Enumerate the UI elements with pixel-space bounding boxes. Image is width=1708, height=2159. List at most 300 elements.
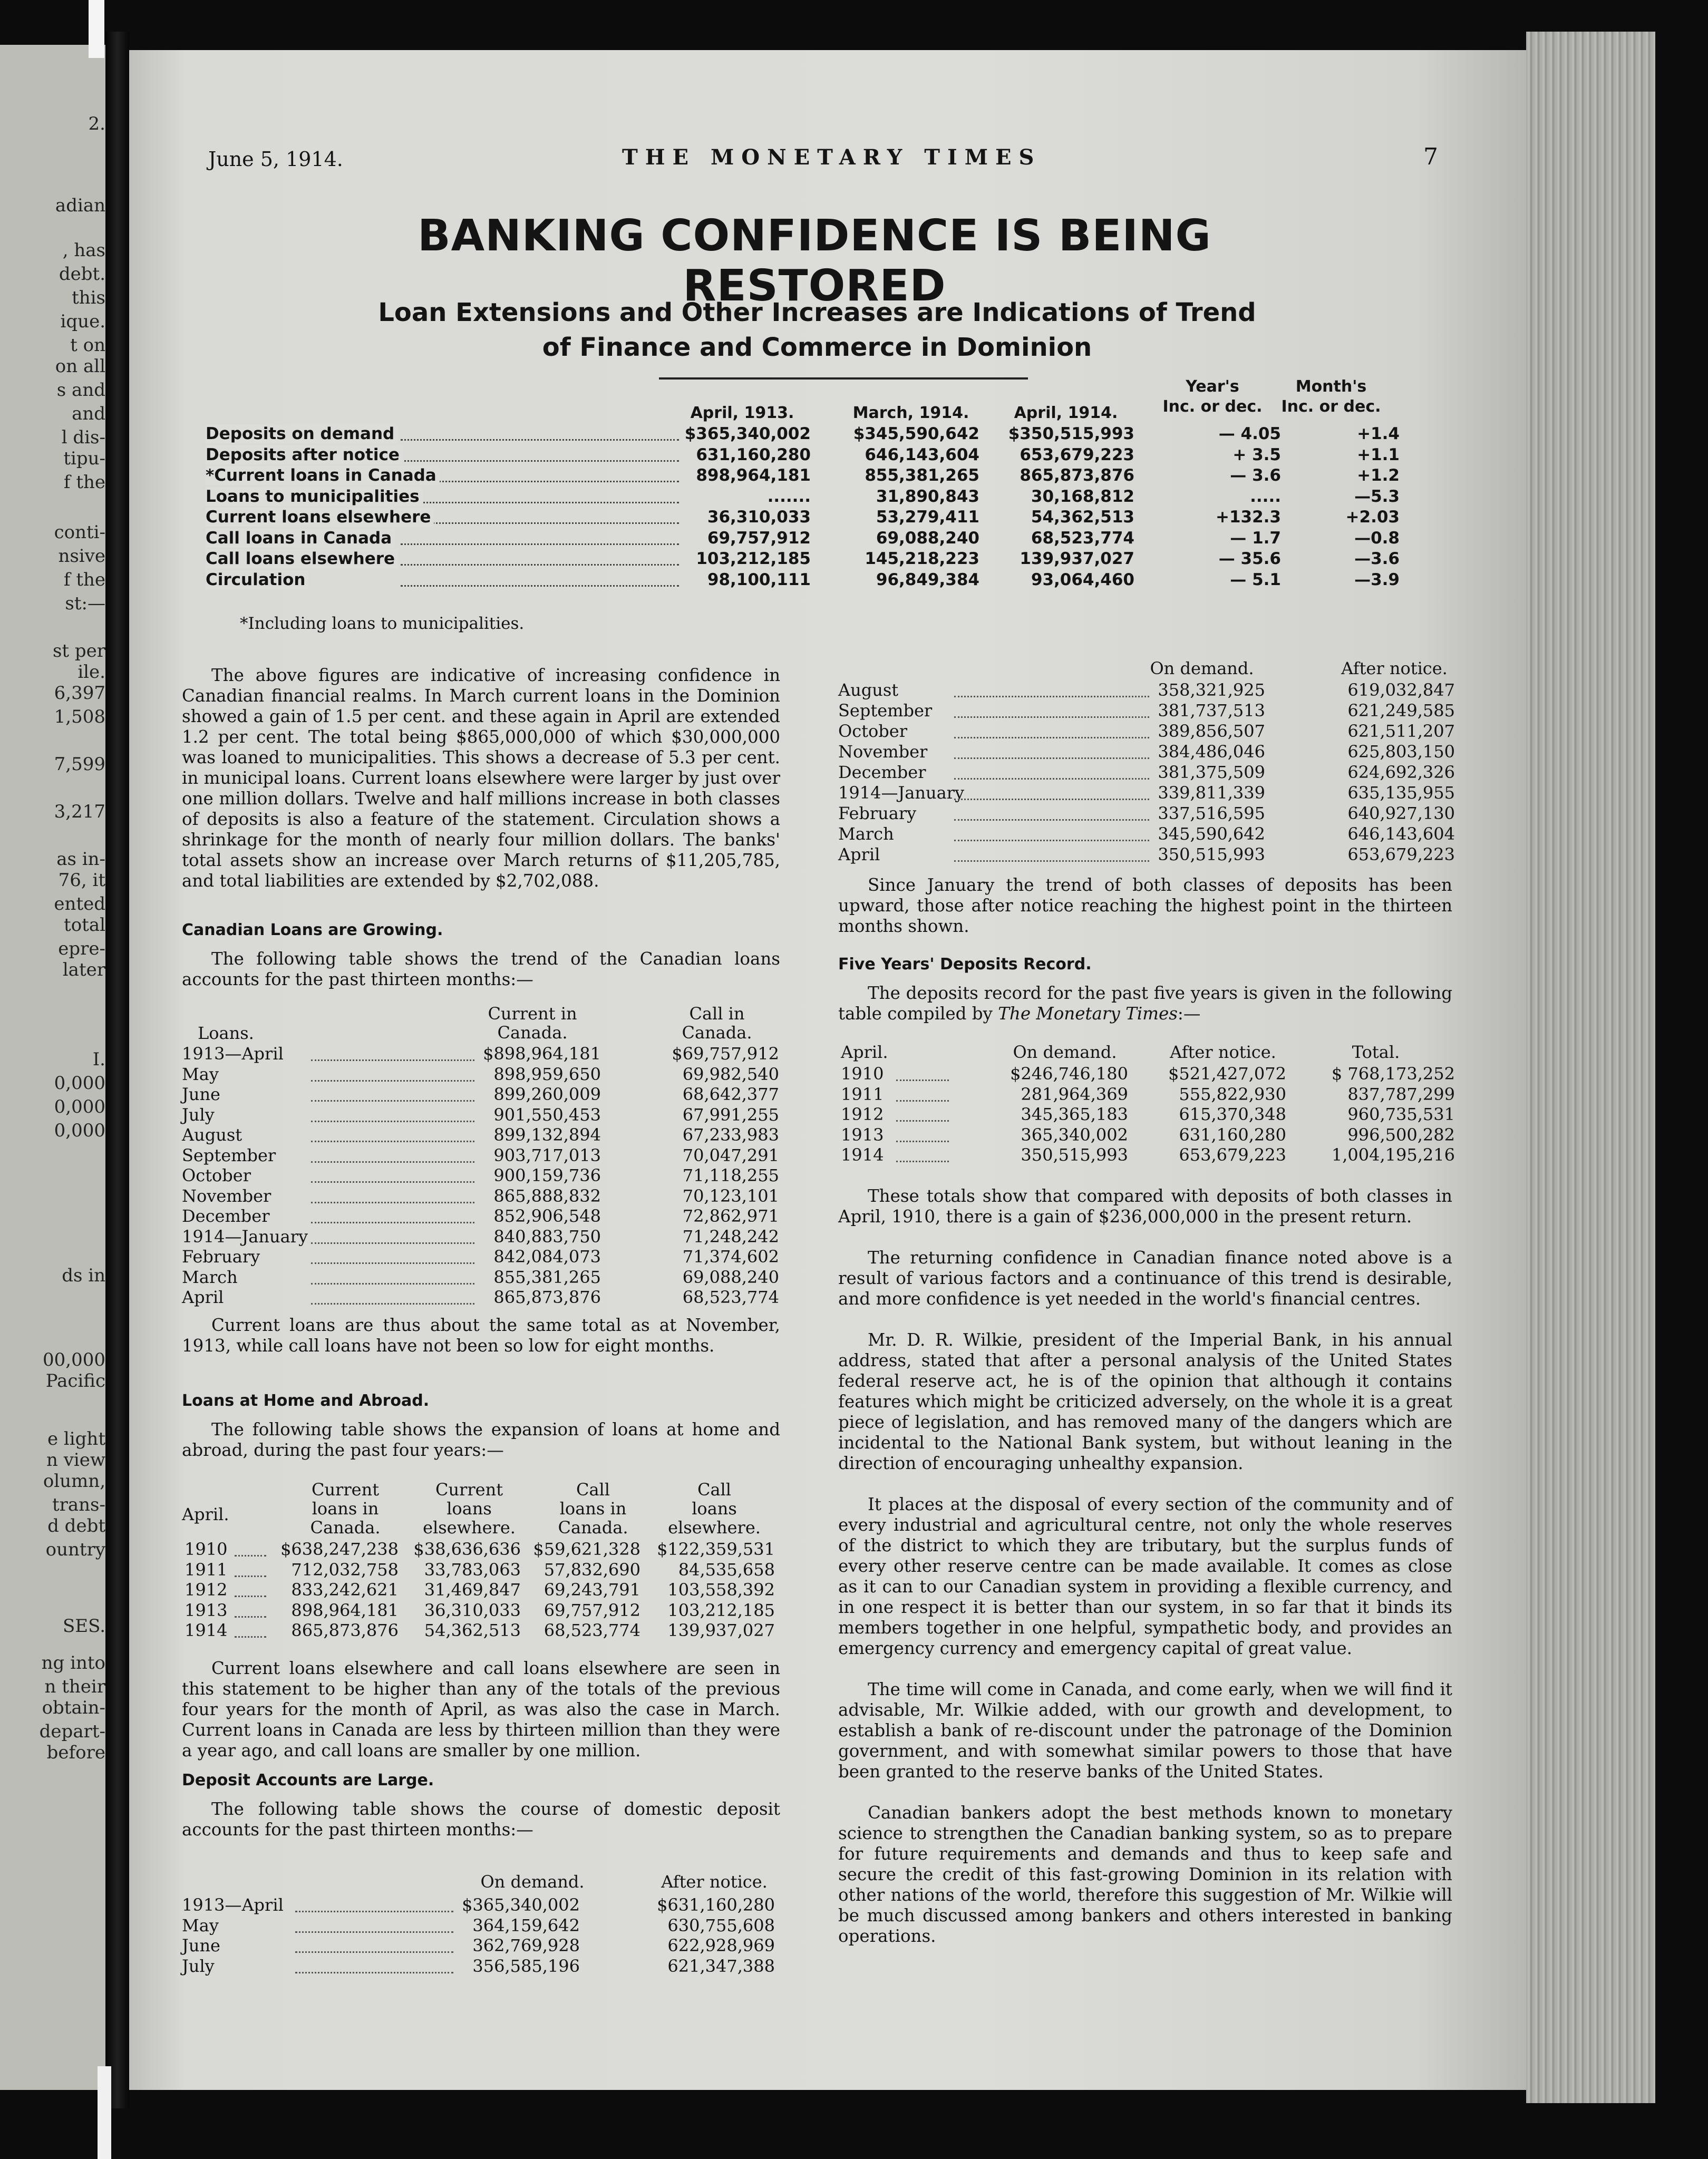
table-row-label: July [182,1104,215,1125]
table-cell: $898,964,181 [483,1044,601,1064]
table-cell: 996,500,282 [1347,1124,1455,1145]
summary-cell: 30,168,812 [1031,487,1134,506]
summary-row-label-text: Loans to municipalities [206,487,423,506]
summary-cell: 96,849,384 [876,570,979,589]
subheadline-line: Loan Extensions and Other Increases are Indications of Trend [378,298,1256,327]
paragraph-text: The following table shows the course of domestic deposit accounts for the past thirteen months:— [182,1799,780,1840]
table-cell: 350,515,993 [1021,1145,1128,1165]
table-cell: $631,160,280 [657,1895,775,1915]
table-cell: 621,347,388 [667,1956,775,1976]
table-cell: 960,735,531 [1347,1104,1455,1124]
summary-cell: — 4.05 [1218,424,1281,443]
table-row-label: February [182,1247,260,1267]
table-column-header-line: Canada. [497,1023,568,1043]
table-cell: 624,692,326 [1347,762,1455,782]
summary-cell: 54,362,513 [1031,508,1134,527]
table-cell: 646,143,604 [1347,824,1455,844]
left-page-text-fragment: adian [55,195,105,216]
left-page-text-fragment: ng into [41,1652,105,1674]
table-cell: 855,381,265 [493,1267,601,1287]
table-cell: $246,746,180 [1010,1064,1128,1084]
paragraph-text: The returning confidence in Canadian finance noted above is a result of various factors and a continuance of this trend is desirable, and more confidence is yet needed in the world's financial centres. [838,1248,1452,1309]
page-date: June 5, 1914. [208,148,343,171]
table-row-label: 1910 [841,1064,884,1084]
table-column-header [464,1004,601,1042]
summary-cell: +1.1 [1357,445,1400,464]
table-cell: 356,585,196 [472,1956,580,1976]
article-paragraph [182,1799,780,1840]
left-page-text-fragment: epre- [58,938,105,959]
table-column-header-line: Call [576,1480,610,1500]
table-row-label: June [182,1936,220,1956]
paragraph-text: It places at the disposal of every section of the community and of every industrial and agricultural centre, not only the whole reserves of the district to which they are tributary, but the surplus funds of every other reserve centre can be made available. It comes as close as it can to our Canadian system in providing a flexible currency, and in one respect it is better than our system, in so far that it binds its members together in one helpful, sympathetic body, and provides an emergency currency and emergency capital of great value. [838,1494,1452,1658]
headline-rule [659,377,1028,380]
summary-cell: 865,873,876 [1020,466,1134,485]
summary-cell: 31,890,843 [876,487,979,506]
summary-cell: —5.3 [1354,487,1400,506]
left-page-text-fragment: debt. [59,264,105,285]
journal-name: The Monetary Times [998,1004,1178,1024]
summary-cell: 53,279,411 [876,508,979,527]
paragraph-text: Since January the trend of both classes of deposits has been upward, those after notice reaching the highest point in the thirteen months shown. [838,875,1452,936]
left-page-text-fragment: nsive [58,546,105,567]
summary-column-header [992,403,1140,423]
table-cell: 625,803,150 [1347,742,1455,762]
table-row-label: March [182,1267,238,1287]
left-page-text-fragment: total [64,915,105,936]
left-page-text-fragment: n view [46,1450,105,1471]
table-cell: 67,233,983 [682,1125,779,1145]
table-cell: 103,212,185 [667,1600,775,1620]
table-cell: 899,260,009 [493,1084,601,1104]
article-paragraph [838,875,1452,937]
table-cell: 67,991,255 [682,1104,779,1125]
table-cell: $638,247,238 [280,1539,399,1559]
paragraph-text: The time will come in Canada, and come early, when we will find it advisable, Mr. Wilkie added, with our growth and development, to establish a bank of re-discount under the patronage of the Dominion government, and with somewhat similar powers to those that have been granted to the reserve banks of the United States. [838,1679,1452,1782]
section-heading: Canadian Loans are Growing. [182,921,443,939]
left-page-text-fragment: 7,599 [54,754,105,775]
table-cell: 622,928,969 [667,1936,775,1956]
table-column-header [648,1004,785,1042]
table-cell: 631,160,280 [1179,1124,1286,1145]
table-column-header-line: Current in [488,1004,577,1024]
table-column-header-line: Canada. [682,1023,752,1043]
binding-clip-top [89,0,104,58]
left-page-text-fragment: on all [55,356,105,377]
summary-column-header [668,403,816,423]
table-row-label: October [838,721,907,741]
page-number: 7 [1423,143,1438,170]
summary-row-label-text: Call loans elsewhere [206,549,398,568]
summary-row-label-text: *Current loans in Canada [206,466,440,485]
table-cell: 54,362,513 [424,1620,521,1640]
left-page-text-fragment: 1,508 [54,706,105,727]
table-column-header-line: loans in [559,1499,627,1519]
table-cell: $365,340,002 [462,1895,580,1915]
article-paragraph [182,1419,780,1461]
summary-column-header [1257,377,1405,417]
table-cell: 852,906,548 [493,1206,601,1226]
left-page-text-fragment: 0,000 [54,1096,105,1117]
book-gutter [105,32,129,2108]
table-cell: 712,032,758 [291,1559,399,1580]
left-page-text-fragment: l dis- [61,427,105,448]
left-page-text-fragment: ountry [45,1539,105,1560]
table-row-label: 1912 [185,1580,228,1600]
summary-cell: 103,212,185 [696,549,811,568]
table-cell: 1,004,195,216 [1331,1145,1455,1165]
table-column-header: Total. [1352,1042,1400,1062]
summary-cell: 898,964,181 [696,466,811,485]
table-row-label: 1910 [185,1539,228,1559]
table-cell: 69,088,240 [682,1267,779,1287]
table-row-label: March [838,824,894,844]
left-page-text-fragment: obtain- [42,1697,105,1718]
table-header-label: Loans. [198,1023,254,1043]
table-row-label: 1913—April [182,1044,284,1064]
paragraph-text: The following table shows the trend of the Canadian loans accounts for the past thirteen months:— [182,949,780,989]
table-column-header: On demand. [1150,658,1254,678]
table-column-header: On demand. [480,1872,585,1892]
summary-column-header-line: April, 1913. [690,404,794,422]
table-cell: 69,982,540 [682,1064,779,1084]
table-cell: 71,118,255 [682,1165,779,1185]
left-page-text-fragment: this [72,287,105,308]
article-paragraph [182,949,780,990]
table-column-header [532,1480,654,1537]
left-page-text-fragment: f the [63,569,105,590]
left-page-text-fragment: olumn, [43,1471,105,1492]
summary-column-header-line: March, 1914. [852,404,969,422]
paragraph-text: These totals show that compared with deposits of both classes in April, 1910, there is a gain of $236,000,000 in the present return. [838,1186,1452,1227]
summary-cell: +2.03 [1345,508,1400,527]
left-page-text-fragment: 76, it [58,870,105,891]
table-cell: 71,248,242 [682,1226,779,1247]
table-cell: 619,032,847 [1347,680,1455,700]
summary-column-header-line: Month's [1295,377,1367,396]
left-page-text-fragment: as in- [56,849,105,870]
summary-cell: ....... [767,487,811,506]
table-cell: 36,310,033 [424,1600,521,1620]
summary-cell: —3.9 [1354,570,1400,589]
table-cell: 621,511,207 [1347,721,1455,741]
section-heading: Deposit Accounts are Large. [182,1771,434,1790]
table-row-label: 1913 [185,1600,228,1620]
left-page-text-fragment: f the [63,472,105,493]
summary-cell: 139,937,027 [1020,549,1134,568]
summary-cell: —3.6 [1354,549,1400,568]
left-page-text-fragment: depart- [39,1721,105,1742]
article-paragraph [838,1248,1452,1309]
summary-cell: $365,340,002 [684,424,811,443]
summary-column-header [837,403,985,423]
left-page-text-fragment: ented [54,893,105,915]
summary-row-label [206,466,480,485]
table-cell: 358,321,925 [1158,680,1265,700]
table-row-label: 1914 [185,1620,228,1640]
summary-row-label [206,487,480,506]
table-header-label: April. [841,1042,888,1062]
table-row-label: November [838,742,928,762]
summary-cell: 36,310,033 [707,508,811,527]
paragraph-text: Mr. D. R. Wilkie, president of the Imperial Bank, in his annual address, stated that after a personal analysis of the United States federal reserve act, he is of the opinion that although it contains features which might be criticized adversely, on the whole it is a great piece of legislation, and has removed many of the dangers which are incidental to the National Bank system, but without leaning in the direction of encouraging unhealthy expansion. [838,1330,1452,1473]
left-page-text-fragment: tipu- [63,448,105,469]
table-row-label: October [182,1165,251,1185]
summary-cell: $345,590,642 [853,424,979,443]
table-row-label: February [838,803,917,823]
table-column-header [285,1480,406,1537]
table-column-header-line: elsewhere. [423,1518,516,1538]
table-row-label: 1913 [841,1124,884,1145]
table-cell: 350,515,993 [1158,844,1265,864]
table-cell: $59,621,328 [533,1539,640,1559]
table-cell: 57,832,690 [544,1559,640,1580]
headline: BANKING CONFIDENCE IS BEING RESTORED [418,211,1211,311]
table-cell: $38,636,636 [413,1539,521,1559]
left-page-text-fragment: d debt [47,1515,105,1536]
summary-cell: 68,523,774 [1031,528,1134,548]
summary-cell: +1.4 [1357,424,1400,443]
table-column-header-line: loans [692,1499,737,1519]
summary-cell: +1.2 [1357,466,1400,485]
table-cell: $69,757,912 [672,1044,779,1064]
table-cell: 362,769,928 [472,1936,580,1956]
table-cell: 630,755,608 [667,1915,775,1936]
summary-cell: — 5.1 [1230,570,1281,589]
article-paragraph [838,1330,1452,1474]
paragraph-text: Current loans are thus about the same total as at November, 1913, while call loans have not been so low for eight months. [182,1315,780,1356]
left-page-text-fragment: st:— [65,593,105,614]
table-row-label: 1914—January [838,783,965,803]
table-cell: 339,811,339 [1158,783,1265,803]
table-row-label: 1912 [841,1104,884,1124]
table-cell: 653,679,223 [1347,844,1455,864]
summary-cell: 653,679,223 [1020,445,1134,464]
table-column-header-line: Call [697,1480,732,1500]
left-page-text-fragment: , has [62,240,105,261]
table-column-header-line: loans in [312,1499,379,1519]
left-page-text-fragment: later [62,959,105,980]
table-column-header: After notice. [661,1872,768,1892]
summary-row-label-text: Current loans elsewhere [206,508,434,527]
table-cell: 69,757,912 [544,1600,640,1620]
summary-row-label-text: Deposits after notice [206,445,403,464]
summary-column-header-line: Year's [1186,377,1239,396]
left-page-text-fragment: ile. [77,662,105,683]
paragraph-text: Current loans elsewhere and call loans elsewhere are seen in this statement to be higher than any of the totals of the previous four years for the month of April, as was also the case in March. Current loans in Canada are less by thirteen million than they were a year ago, and call loans are smaller by one million. [182,1658,780,1761]
table-column-header [654,1480,775,1537]
table-cell: 337,516,595 [1158,803,1265,823]
summary-footnote: *Including loans to municipalities. [240,614,525,633]
table-cell: 384,486,046 [1158,742,1265,762]
table-row-label: April [182,1287,224,1307]
table-row-label: 1913—April [182,1895,284,1915]
journal-title: THE MONETARY TIMES [622,145,1042,170]
left-page-text-fragment: SES. [63,1616,105,1637]
summary-cell: — 35.6 [1218,549,1281,568]
article-paragraph [838,983,1452,1024]
table-row-label: May [182,1915,219,1936]
left-page-text-fragment: 0,000 [54,1073,105,1094]
left-page-text-fragment: and [72,403,105,424]
table-cell: 837,787,299 [1347,1084,1455,1104]
summary-cell: 646,143,604 [865,445,979,464]
table-cell: 653,679,223 [1179,1145,1286,1165]
section-heading: Loans at Home and Abroad. [182,1392,430,1410]
summary-row-label-text: Circulation [206,570,308,589]
leader-dots [896,1100,949,1102]
table-column-header: On demand. [1013,1042,1117,1062]
table-cell: 68,523,774 [682,1287,779,1307]
table-cell: 365,340,002 [1021,1124,1128,1145]
table-cell: 555,822,930 [1179,1084,1286,1104]
left-page-text-fragment: st per [52,640,105,662]
summary-cell: — 3.6 [1230,466,1281,485]
table-cell: 901,550,453 [493,1104,601,1125]
article-paragraph [182,665,780,891]
paragraph-text: The above figures are indicative of increasing confidence in Canadian financial realms. In March current loans in the Dominion showed a gain of 1.5 per cent. and these again in April are extended 1.2 per cent. The total being $865,000,000 of which $30,000,000 was loaned to municipalities. This shows a decrease of 5.3 per cent. in municipal loans. Current loans elsewhere were larger by just over one million dollars. Twelve and half millions increase in both classes of deposits is also a feature of the statement. Circulation shows a shrinkage for the month of nearly four million dollars. The banks' total assets show an increase over March returns of $11,205,785, and total liabilities are extended by $2,702,088. [182,665,780,891]
summary-row-label [206,445,480,464]
table-column-header [409,1480,530,1537]
summary-row-label [206,424,480,443]
left-page-text-fragment: before [46,1742,105,1763]
table-row-label: December [838,762,926,782]
table-row-label: April [838,844,880,864]
table-cell: 865,873,876 [291,1620,399,1640]
summary-cell: 145,218,223 [865,549,979,568]
summary-cell: 855,381,265 [865,466,979,485]
summary-cell: $350,515,993 [1008,424,1134,443]
article-paragraph [182,1315,780,1356]
page-stack-edge [1526,32,1655,2103]
summary-row-label-text: Deposits on demand [206,424,397,443]
table-header-label: April. [182,1504,229,1524]
table-column-header-line: loans [447,1499,492,1519]
subheadline [343,295,1292,365]
table-row-label: August [838,680,899,700]
table-cell: 71,374,602 [682,1247,779,1267]
summary-row-label [206,549,480,568]
summary-row-label-text: Call loans in Canada [206,529,395,548]
table-cell: 903,717,013 [493,1145,601,1165]
table-row-label: December [182,1206,270,1226]
summary-row-label [206,570,480,589]
table-column-header-line: Current [311,1480,380,1500]
leader-dots [896,1141,949,1142]
summary-cell: 93,064,460 [1031,570,1134,589]
left-page-text-fragment: s and [56,380,105,401]
left-page-edge [0,45,105,2090]
summary-cell: + 3.5 [1233,445,1281,464]
table-row-label: 1914 [841,1145,884,1165]
article-paragraph [838,1494,1452,1659]
table-cell: 33,783,063 [424,1559,521,1580]
table-cell: 621,249,585 [1347,701,1455,721]
paragraph-text: Canadian bankers adopt the best methods known to monetary science to strengthen the Canadian banking system, so as to prepare for future requirements and demands and thus to keep safe and secure the credit of this fast-growing Dominion in its relation with other nations of the world, therefore this suggestion of Mr. Wilkie will be much discussed among bankers and others interested in banking operations. [838,1803,1452,1946]
table-row-label: July [182,1956,215,1976]
binding-clip-bottom [98,2066,111,2159]
left-page-text-fragment: 6,397 [54,683,105,704]
summary-column-header-line: Inc. or dec. [1162,397,1263,416]
paragraph-text: The deposits record for the past five years is given in the following table compiled by [838,983,1452,1024]
left-page-text-fragment: conti- [54,522,105,543]
table-cell: 68,642,377 [682,1084,779,1104]
left-page-text-fragment: 3,217 [54,801,105,822]
left-page-text-fragment: e light [47,1428,105,1450]
table-row-label: September [182,1145,276,1165]
table-cell: 70,047,291 [682,1145,779,1165]
left-page-text-fragment: 0,000 [54,1120,105,1141]
table-row-label: June [182,1084,220,1104]
summary-cell: 69,757,912 [707,528,811,548]
table-cell: 865,888,832 [493,1185,601,1206]
table-cell: 139,937,027 [667,1620,775,1640]
table-row-label: November [182,1185,271,1206]
summary-column-header-line: April, 1914. [1014,404,1118,422]
left-page-text-fragment: ds in [62,1265,105,1286]
paragraph-text: The following table shows the expansion of loans at home and abroad, during the past four years:— [182,1419,780,1460]
summary-column-header-line: Inc. or dec. [1281,397,1381,416]
table-row-label: 1911 [185,1559,228,1580]
table-cell: 615,370,348 [1179,1104,1286,1124]
table-cell: 381,375,509 [1158,762,1265,782]
article-paragraph [182,1658,780,1761]
leader-dots [896,1120,949,1122]
table-cell: 70,123,101 [682,1185,779,1206]
summary-cell: +132.3 [1215,508,1281,527]
table-cell: 833,242,621 [291,1580,399,1600]
table-column-header-line: Call in [689,1004,745,1024]
subheadline-line: of Finance and Commerce in Dominion [542,333,1092,362]
table-column-header-line: Current [435,1480,503,1500]
table-cell: 389,856,507 [1158,721,1265,741]
table-cell: 281,964,369 [1021,1084,1128,1104]
left-page-text-fragment: 00,000 [43,1349,105,1370]
summary-cell: — 1.7 [1230,528,1281,548]
table-row-label: September [838,701,933,721]
table-column-header-line: elsewhere. [668,1518,761,1538]
paragraph-text: :— [1177,1004,1201,1024]
table-column-header-line: Canada. [558,1518,628,1538]
table-cell: 899,132,894 [493,1125,601,1145]
summary-cell: —0.8 [1354,528,1400,548]
table-row-label: 1914—January [182,1226,308,1247]
table-cell: $ 768,173,252 [1331,1064,1455,1084]
table-cell: 72,862,971 [682,1206,779,1226]
table-cell: 842,084,073 [493,1247,601,1267]
table-column-header: After notice. [1341,658,1448,678]
table-row-label: May [182,1064,219,1084]
left-page-text-fragment: n their [44,1676,105,1697]
table-cell: 345,365,183 [1021,1104,1128,1124]
table-cell: 640,927,130 [1347,803,1455,823]
table-cell: 84,535,658 [678,1559,775,1580]
table-cell: 103,558,392 [667,1580,775,1600]
table-row-label: August [182,1125,242,1145]
table-cell: 898,959,650 [493,1064,601,1084]
left-page-text-fragment: 2. [88,113,105,134]
table-cell: 840,883,750 [493,1226,601,1247]
table-column-header: After notice. [1170,1042,1276,1062]
table-cell: 345,590,642 [1158,824,1265,844]
table-row-label: 1911 [841,1084,884,1104]
table-cell: 69,243,791 [544,1580,640,1600]
left-page-text-fragment: ique. [60,311,105,332]
article-paragraph [838,1803,1452,1947]
table-column-header-line: Canada. [310,1518,381,1538]
table-cell: $521,427,072 [1168,1064,1286,1084]
table-cell: 31,469,847 [424,1580,521,1600]
